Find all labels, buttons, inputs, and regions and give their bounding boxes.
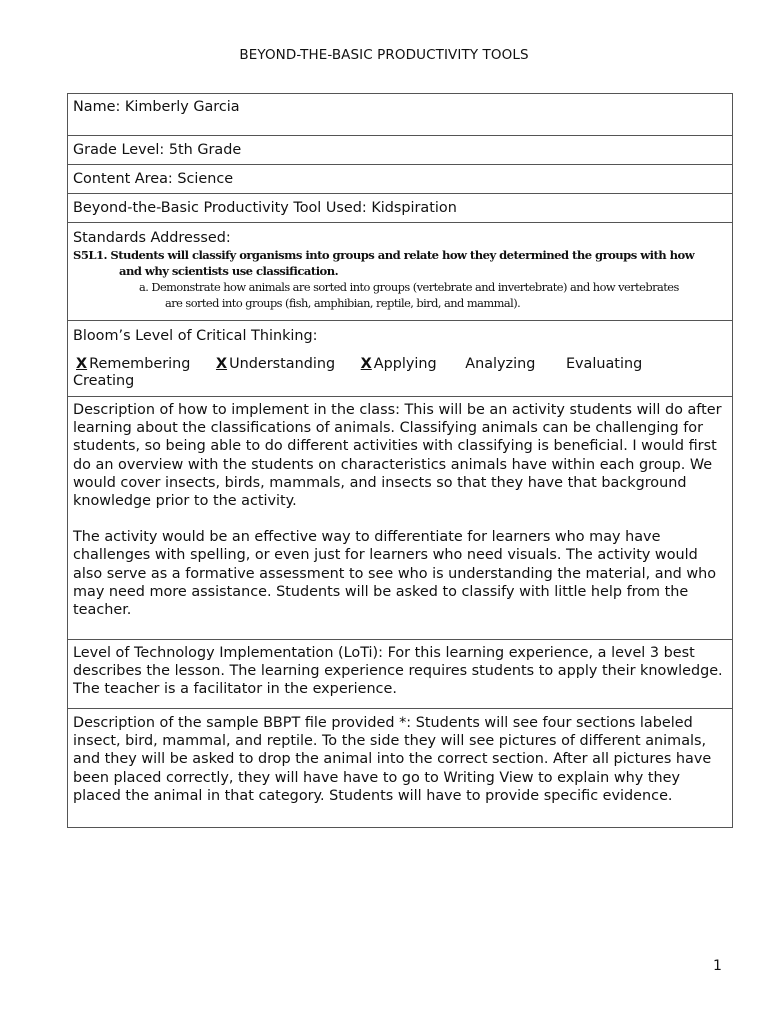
blooms-option-remembering: Remembering — [89, 356, 191, 372]
standard-sub-line1: a. Demonstrate how animals are sorted into groups (vertebrate and invertebrate) and how vertebrates — [139, 280, 679, 294]
blooms-row — [68, 321, 732, 397]
blooms-option-applying: Applying — [373, 356, 437, 372]
sample-text: Description of the sample BBPT file provided *: Students will see four sections labeled insect, bird, mammal, and reptile. To the side they will see pictures of different animals, and they will be asked to drop the animal into the correct section. After all pictures have been placed correctly, they will have have to go to Writing View to explain why they placed the animal in that category. Students will have to provide specific evidence. — [73, 715, 712, 804]
tool-row — [68, 194, 732, 223]
applying-check: X — [360, 356, 372, 372]
sample-row — [68, 709, 732, 827]
loti-row — [68, 640, 732, 709]
grade-row — [68, 136, 732, 165]
lesson-table — [67, 93, 733, 828]
standard-sub-line2: are sorted into groups (fish, amphibian, reptile, bird, and mammal). — [165, 296, 521, 310]
implementation-paragraph-2: The activity would be an effective way to differentiate for learners who may have challenges with spelling, or even just for learners who need visuals. The activity would also serve as a formative assessment to see who is understanding the material, and who may need more assistance. Students will be asked to classify with little help from the teacher. — [73, 529, 717, 619]
grade-text: Grade Level: 5th Grade — [73, 142, 242, 158]
blooms-options — [73, 355, 727, 373]
blooms-label: Bloom’s Level of Critical Thinking: — [73, 328, 318, 344]
standard-main-line2: and why scientists use classification. — [119, 264, 339, 278]
tool-text: Beyond-the-Basic Productivity Tool Used: Kidspiration — [73, 200, 457, 216]
standards-label: Standards Addressed: — [73, 230, 231, 246]
implementation-row — [68, 397, 732, 640]
blooms-option-creating: Creating — [73, 373, 135, 389]
remembering-check: X — [76, 356, 88, 372]
content-area-text: Content Area: Science — [73, 171, 234, 187]
loti-text: Level of Technology Implementation (LoTi): For this learning experience, a level 3 best describes the lesson. The learning experience requires students to apply their knowledge. The teacher is a facilitator in the experience. — [73, 645, 723, 698]
blooms-option-understanding: Understanding — [229, 356, 336, 372]
blooms-option-analyzing: Analyzing — [465, 356, 536, 372]
standards-row — [68, 223, 732, 321]
page-title: BEYOND-THE-BASIC PRODUCTIVITY TOOLS — [239, 47, 529, 63]
standard-main-line1: S5L1. Students will classify organisms into groups and relate how they determined the groups with how — [73, 248, 695, 262]
implementation-paragraph-1: Description of how to implement in the class: This will be an activity students will do after learning about the classifications of animals. Classifying animals can be challenging for students, so being able to do different activities with classifying is beneficial. I would first do an overview with the students on characteristics animals have within each group. We would cover insects, birds, mammals, and insects so that they have that background knowledge prior to the activity. — [73, 402, 722, 510]
page-number: 1 — [713, 958, 722, 974]
name-text: Name: Kimberly Garcia — [73, 99, 240, 115]
understanding-check: X — [215, 356, 228, 372]
content-area-row — [68, 165, 732, 194]
name-row — [68, 94, 732, 136]
blooms-option-evaluating: Evaluating — [565, 356, 643, 372]
